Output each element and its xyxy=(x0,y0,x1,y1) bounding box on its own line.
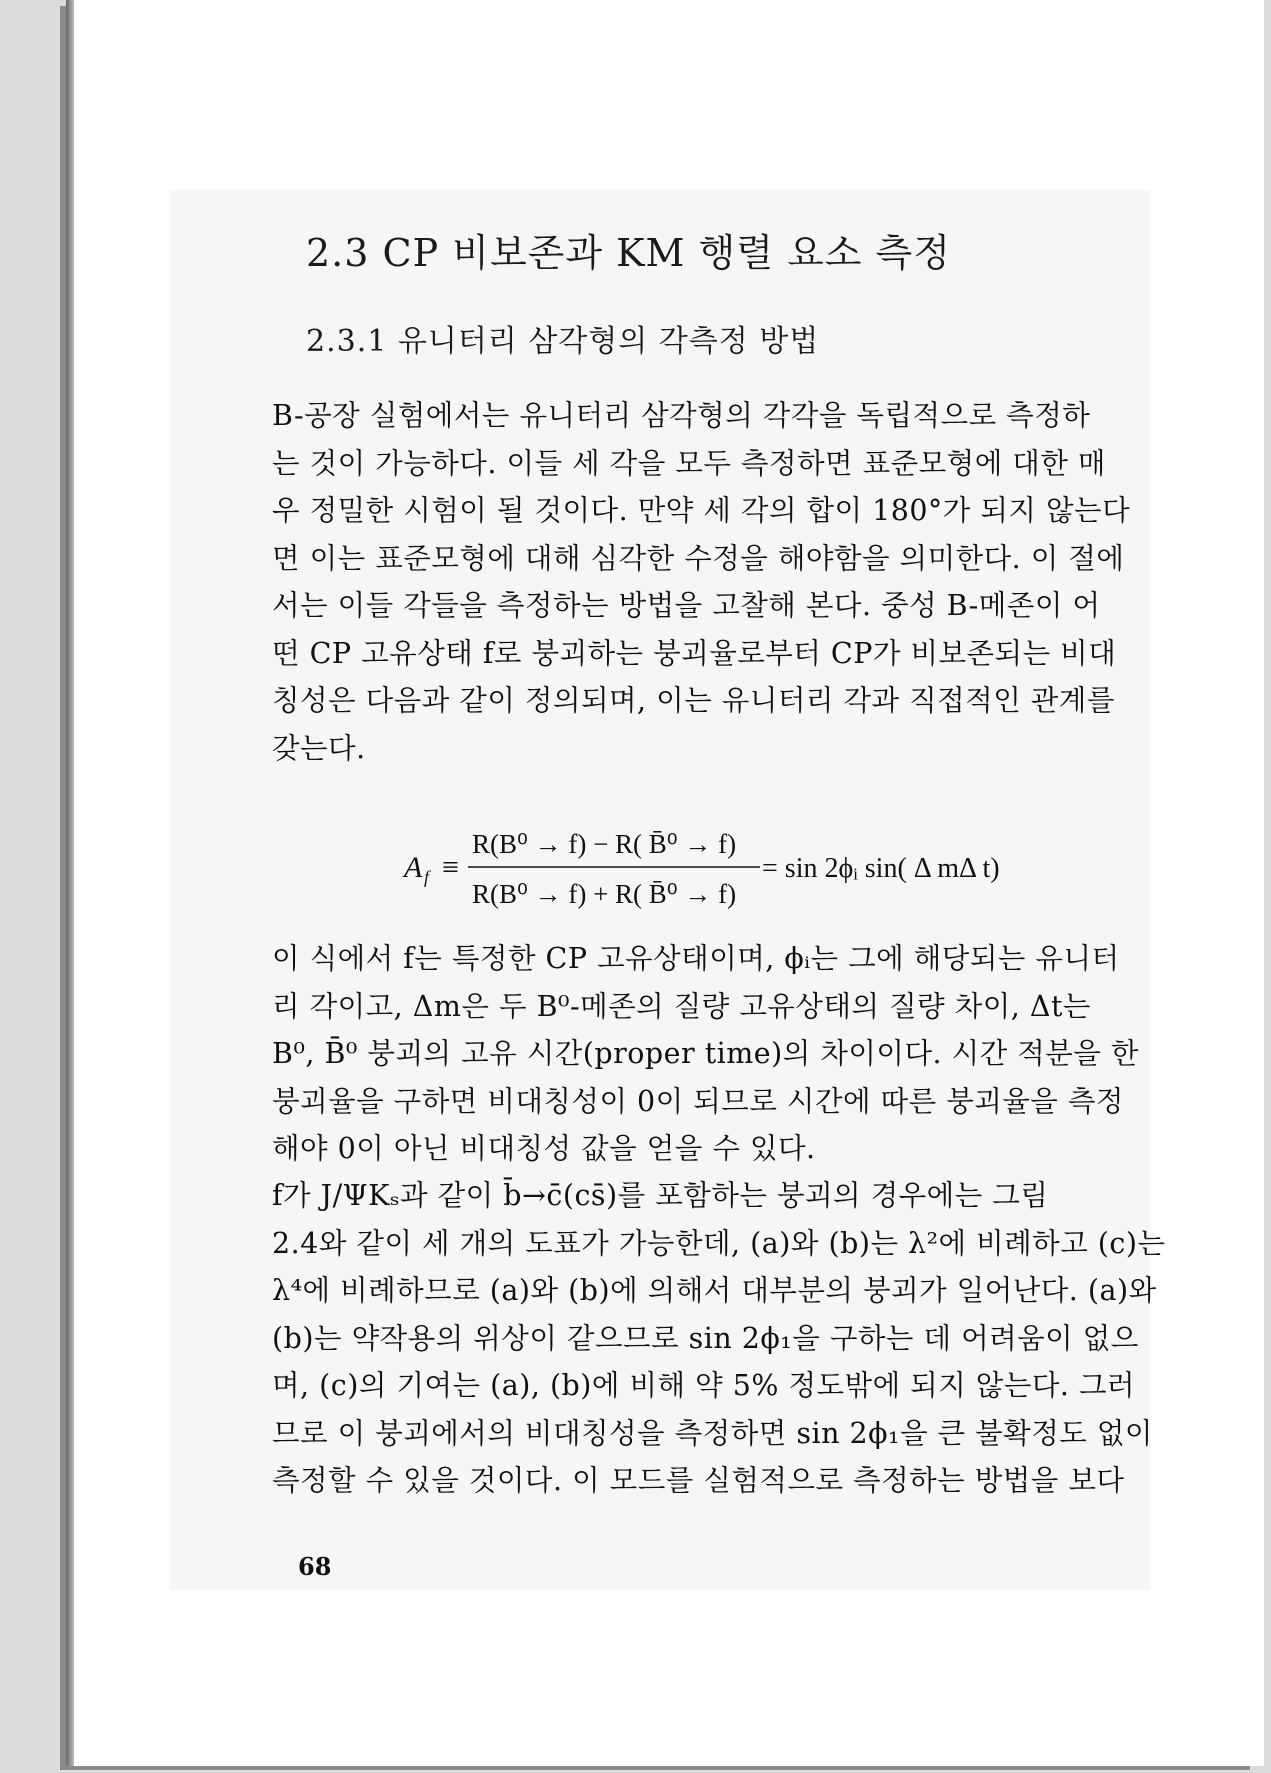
paragraph-decay-modes xyxy=(272,1172,1166,1505)
section-heading: 2.3 CP 비보존과 KM 행렬 요소 측정 xyxy=(306,231,951,275)
text-line: 갖는다. xyxy=(272,731,366,765)
page-number: 68 xyxy=(298,1552,332,1581)
text-line: 면 이는 표준모형에 대해 심각한 수정을 해야함을 의미한다. 이 절에 xyxy=(272,541,1125,575)
text-line: 는 것이 가능하다. 이들 세 각을 모두 측정하면 표준모형에 대한 매 xyxy=(272,446,1106,480)
text-line: 므로 이 붕괴에서의 비대칭성을 측정하면 sin 2ϕ₁을 큰 불확정도 없이 xyxy=(272,1416,1153,1450)
asymmetry-formula xyxy=(400,815,1040,915)
text-line: 이 식에서 f는 특정한 CP 고유상태이며, ϕᵢ는 그에 해당되는 유니터 xyxy=(272,942,1120,975)
text-line: 붕괴율을 구하면 비대칭성이 0이 되므로 시간에 따른 붕괴율을 측정 xyxy=(272,1084,1124,1118)
text-line: 서는 이들 각들을 측정하는 방법을 고찰해 본다. 중성 B-메존이 어 xyxy=(272,589,1101,622)
paragraph-intro xyxy=(272,392,1144,772)
formula-numerator: R(B⁰ → f) − R( B̄⁰ → f) xyxy=(472,829,737,859)
formula-lhs-sub: f xyxy=(424,867,430,887)
text-line: 2.4와 같이 세 개의 도표가 가능한데, (a)와 (b)는 λ²에 비례하고 (c)는 xyxy=(272,1226,1166,1260)
text-line: (b)는 약작용의 위상이 같으므로 sin 2ϕ₁을 구하는 데 어려움이 없으 xyxy=(272,1321,1139,1355)
text-line: f가 J/ΨKₛ과 같이 b̄→c̄(cs̄)를 포함하는 붕괴의 경우에는 그림 xyxy=(272,1179,1049,1212)
formula-equiv: ≡ xyxy=(442,851,459,884)
page-edge xyxy=(66,0,74,1766)
formula-lhs: A xyxy=(404,851,423,884)
text-line: 며, (c)의 기여는 (a), (b)에 비해 약 5% 정도밖에 되지 않는다. 그러 xyxy=(272,1369,1136,1402)
text-line: 우 정밀한 시험이 될 것이다. 만약 세 각의 합이 180°가 되지 않는다 xyxy=(272,494,1131,527)
subsection-heading: 2.3.1 유니터리 삼각형의 각측정 방법 xyxy=(306,324,820,359)
paragraph-explanation xyxy=(272,935,1144,1173)
text-line: 리 각이고, Δm은 두 B⁰-메존의 질량 고유상태의 질량 차이, Δt는 xyxy=(272,989,1091,1023)
text-line: 칭성은 다음과 같이 정의되며, 이는 유니터리 각과 직접적인 관계를 xyxy=(272,684,1115,717)
text-line: B⁰, B̄⁰ 붕괴의 고유 시간(proper time)의 차이이다. 시간 적분을 한 xyxy=(272,1037,1139,1070)
text-line: λ⁴에 비례하므로 (a)와 (b)에 의해서 대부분의 붕괴가 일어난다. (a)와 xyxy=(272,1274,1157,1307)
text-line: 떤 CP 고유상태 f로 붕괴하는 붕괴율로부터 CP가 비보존되는 비대 xyxy=(272,636,1117,670)
formula-denominator: R(B⁰ → f) + R( B̄⁰ → f) xyxy=(472,879,737,909)
text-line: 측정할 수 있을 것이다. 이 모드를 실험적으로 측정하는 방법을 보다 xyxy=(272,1464,1125,1497)
text-line: 해야 0이 아닌 비대칭성 값을 얻을 수 있다. xyxy=(272,1132,816,1165)
text-line: B-공장 실험에서는 유니터리 삼각형의 각각을 독립적으로 측정하 xyxy=(272,399,1091,432)
formula-rhs: = sin 2ϕᵢ sin( Δ mΔ t) xyxy=(762,853,1000,884)
